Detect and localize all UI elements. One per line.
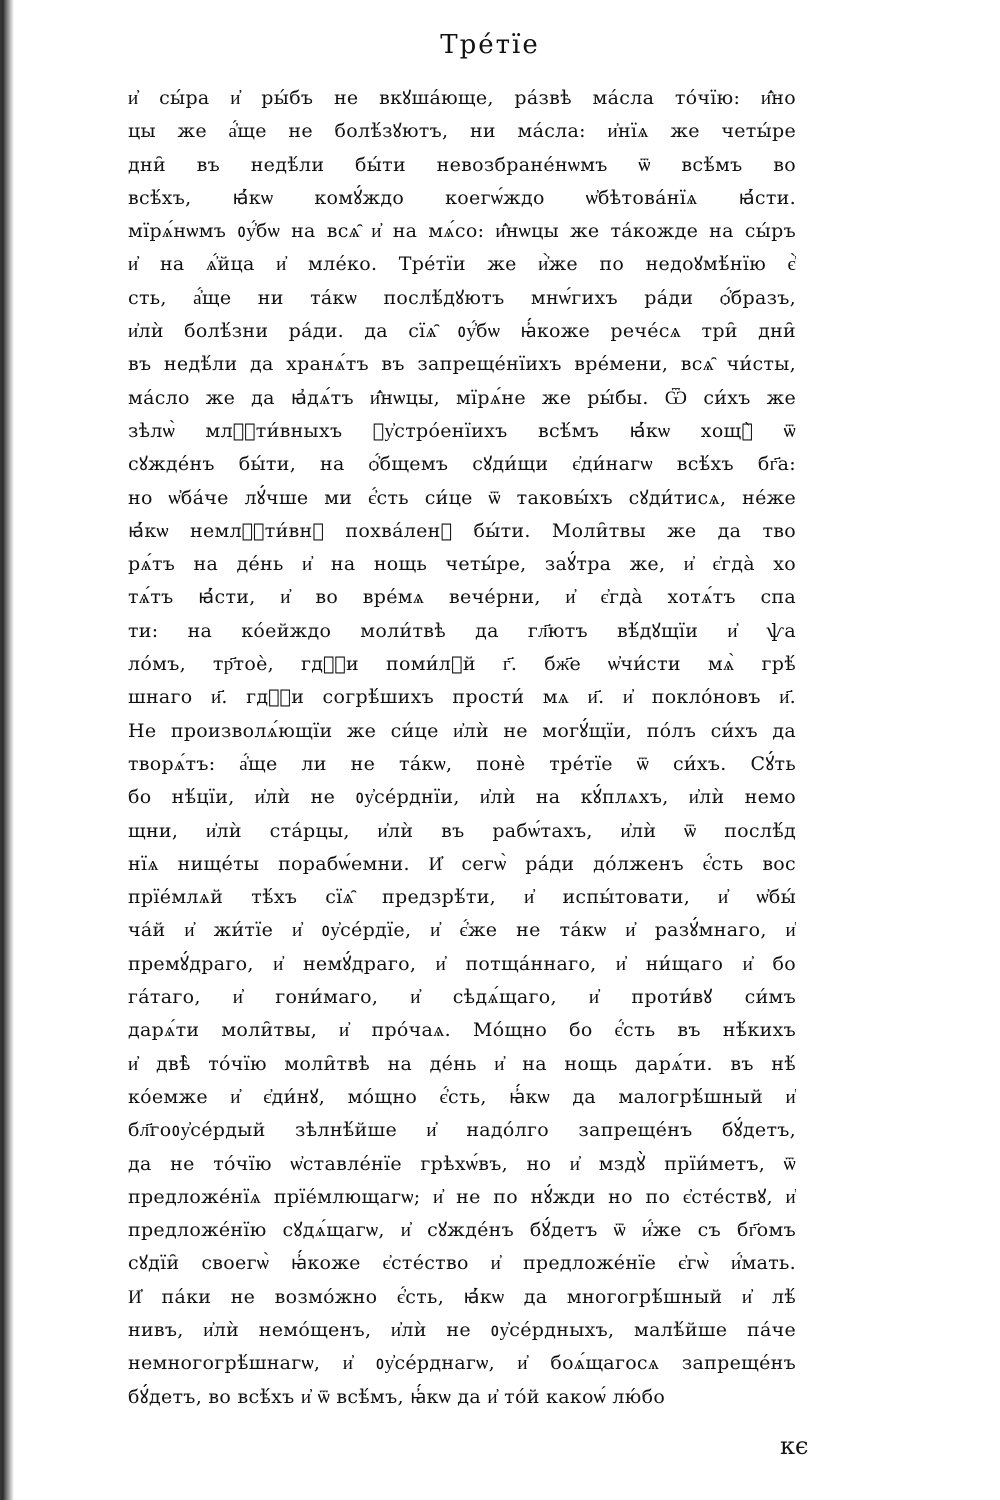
running-head: Тре́тїе	[440, 30, 540, 60]
text-line: щни, и҆лѝ ста́рцы, и҆лѝ въ рабѡ́тахъ, и҆лѝ ѿ послѣ́д	[128, 819, 796, 842]
text-line: предложе́нїю сꙋдѧ́щагѡ, и҆ сꙋжде́нъ бꙋ́детъ ѿ и҆́же съ бг҃омъ	[128, 1219, 796, 1242]
text-line: рѧ́тъ на де́нь и҆ на нощь четы́ре, заꙋ́тра же, и҆ є҆гда̀ хо	[128, 553, 796, 576]
text-line: сꙋжде́нъ бы́ти, на ѻ҆́бщемъ сꙋди́щи є҆ди́нагѡ всѣ́хъ бг҃а:	[128, 453, 796, 476]
text-line: нїѧ нище́ты порабѡ́емни. И҆ сегѡ̀ ра́ди до́лженъ є҆́сть вос	[128, 852, 796, 875]
text-line: предложе́нїѧ прїе́млющагѡ; и҆ не по нꙋ́жди но по є҆сте́ствꙋ, и҆	[128, 1185, 796, 1208]
folio-number: кє	[780, 1432, 809, 1460]
text-line: премꙋ́драго, и҆ немꙋ́драго, и҆ потща́ннаго, и҆ ни́щаго и҆ бо	[128, 952, 796, 975]
text-line: но ѡ҆ба́че лꙋ́чше ми є҆́сть си́це ѿ таковы́хъ сꙋди́тисѧ, не́же	[128, 486, 796, 509]
text-line: всѣ́хъ, ꙗ҆́кѡ комꙋ́ждо коегѡ́ждо ѡ҆бѣтова́нїѧ ꙗ҆́сти.	[128, 186, 796, 209]
text-block	[128, 82, 796, 1414]
text-line: прїе́млѧй тѣ́хъ сїѧ̑ предзрѣ́ти, и҆ испы́товати, и҆ ѡ҆бы́	[128, 886, 796, 909]
text-line: и҆ сы́ра и҆ ры́бъ не вкꙋша́юще, ра́звѣ ма́сла то́чїю: и҆̑но	[128, 87, 796, 109]
text-line: творѧ́тъ: а҆́ще ли не та́кѡ, понѐ тре́тїе ѿ си́хъ. Сꙋ́ть	[128, 752, 796, 775]
text-line: шнаго и҃. гдⷭ҇и согрѣ́шихъ прости́ мѧ и҃. и҆ покло́новъ и҃.	[128, 686, 796, 709]
text-line: и҆лѝ болѣ́зни ра́ди. да сїѧ̑ ᲂу҆́бѡ ꙗ҆́коже рече́сѧ три̑ дни̑	[128, 320, 796, 343]
text-line: Не произволѧ́ющїи же си́це и҆лѝ не могꙋ́щїи, по́лъ си́хъ да	[128, 719, 796, 742]
text-line: сть, а҆́ще ни та́кѡ послѣ́дꙋютъ мнѡ́гихъ ра́ди ѻ҆́бразъ,	[128, 286, 796, 309]
text-line: ча́й и҆ жи́тїе и҆ ᲂу҆се́рдїе, и҆ є҆́же не та́кѡ и҆ разꙋ́мнаго, и҆	[128, 919, 796, 942]
text-line: ти: на ко́ейждо моли́твѣ да гл҃ютъ вѣ́дꙋщїи и҆ ѱа	[128, 619, 796, 642]
text-line: зѣлѡ̀ млⷭ҇ти́вныхъ ᲂу҆стро́енїихъ всѣ́мъ ꙗ҆́кѡ хощꙋ̀ ѿ	[128, 419, 796, 442]
text-line: ꙗ҆́кѡ немлⷭ҇ти́внꙋ похва́ленꙋ бы́ти. Моли̑твы же да тво	[128, 519, 796, 542]
text-line: и҆ на ѧ҆́йца и҆ мле́ко. Тре́тїи же и҆̀же по недоꙋмѣ́нїю є҆̀	[128, 253, 796, 276]
text-line: дни̑ въ недѣ́ли бы́ти невозбране́нѡмъ ѿ всѣ́мъ во	[128, 153, 796, 176]
text-line: немногогрѣ́шнагѡ, и҆ ᲂу҆се́рднагѡ, и҆ боѧ́щагосѧ запреще́нъ	[128, 1352, 796, 1375]
text-line: бо нѣ́цїи, и҆лѝ не ᲂу҆се́рднїи, и҆лѝ на кꙋ́плѧхъ, и҆лѝ немо	[128, 786, 796, 809]
text-line: нивъ, и҆лѝ немо́щенъ, и҆лѝ не ᲂу҆се́рдныхъ, малѣ́йше па́че	[128, 1318, 796, 1341]
text-line: сꙋдїи̑ своегѡ̀ ꙗ҆́коже є҆сте́ство и҆ предложе́нїе є҆гѡ̀ и҆́мать.	[128, 1252, 796, 1275]
text-line: га́таго, и҆ гони́маго, и҆ сѣдѧ́щаго, и҆ проти́вꙋ си́мъ	[128, 986, 796, 1009]
page-edge-shadow	[0, 0, 14, 1500]
text-line: и҆ двѣ̀ то́чїю моли̑твѣ на де́нь и҆ на нощь дарѧ́ти. въ нѣ́	[128, 1052, 796, 1075]
text-line: бл҃гоᲂу҆се́рдый зѣлнѣ́йше и҆ надо́лго запреще́нъ бꙋ́детъ,	[128, 1119, 796, 1142]
text-line: цы же а҆́ще не болѣ́зꙋютъ, ни ма́сла: и҆нїѧ же четы́ре	[128, 120, 796, 143]
text-line: И҆ па́ки не возмо́жно є҆́сть, ꙗ҆́кѡ да многогрѣ́шный и҆ лѣ́	[128, 1285, 796, 1308]
text-line: ко́емже и҆ є҆ди́нꙋ, мо́щно є҆́сть, ꙗ҆́кѡ да малогрѣ́шный и҆	[128, 1085, 796, 1108]
text-line: дарѧ́ти моли̑твы, и҆ про́чаѧ. Мо́щно бо є҆́сть въ нѣ́кихъ	[128, 1019, 796, 1042]
text-line: мїрѧ́нѡмъ ᲂу҆́бѡ на всѧ̑ и҆ на мѧ́со: и҆̑нѡцы же та́кожде на сы́ръ	[128, 220, 796, 243]
text-line: тѧ́тъ ꙗ҆́сти, и҆ во вре́мѧ вече́рни, и҆ є҆гда̀ хотѧ́тъ спа	[128, 586, 796, 609]
text-line: ма́сло же да ꙗ҆дѧ́тъ и҆̑нѡцы, мїрѧ́не же ры́бы. Ѿ си́хъ же	[128, 386, 796, 409]
text-line: бꙋ́детъ, во всѣ́хъ и҆ ѿ всѣ́мъ, ꙗ҆́кѡ да и҆ то́й какоѡ́ лю́бо	[128, 1385, 666, 1408]
text-line: да не то́чїю ѡ҆ставле́нїе грѣхѡ́въ, но и҆ мздꙋ̀ прїи́метъ, ѿ	[128, 1152, 796, 1175]
text-line: въ недѣ́ли да хранѧ́тъ въ запреще́нїихъ вре́мени, всѧ̑ чи́сты,	[128, 353, 796, 376]
text-line: ло́мъ, тр҃тоѐ, гдⷭ҇и поми́лꙋй г҃. бж҃е ѡ҆чи́сти мѧ̀ грѣ́	[128, 653, 796, 676]
